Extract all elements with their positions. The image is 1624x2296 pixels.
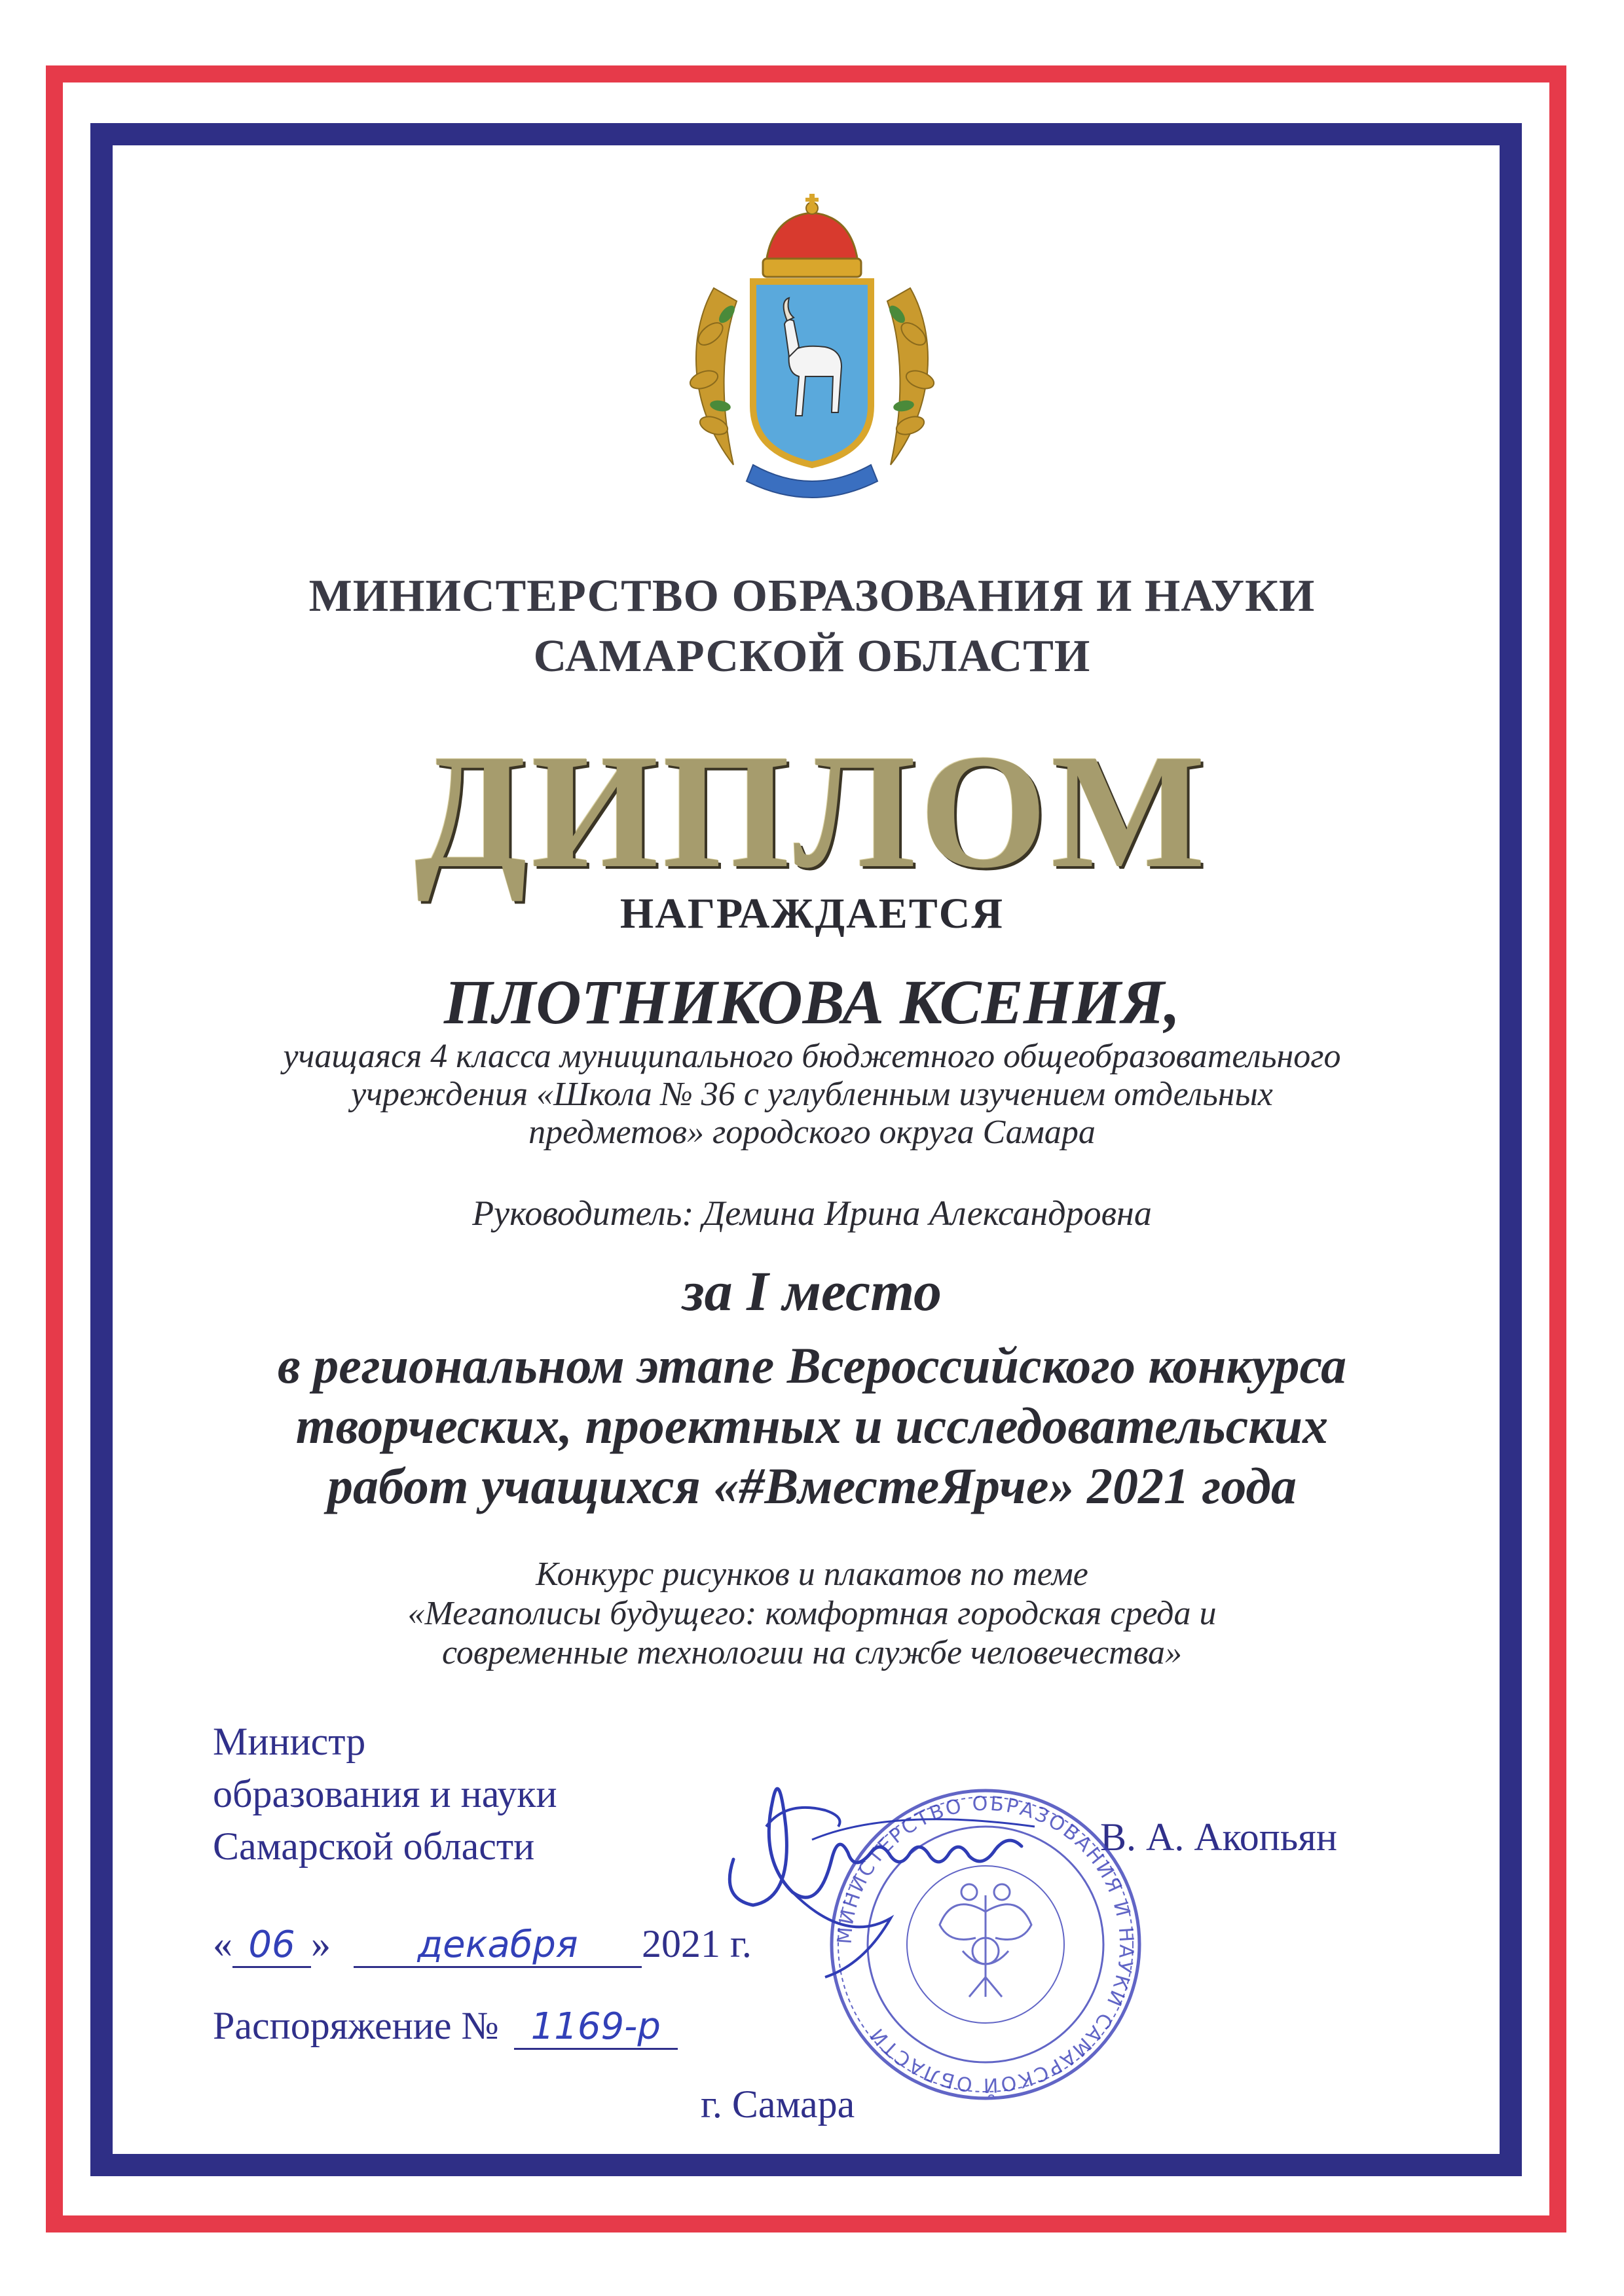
stamp-text: МИНИСТЕРСТВО ОБРАЗОВАНИЯ И НАУКИ САМАРСКОЙ ОБЛАСТИ [833,1792,1138,2097]
signatory-title-line-1: Министр [213,1720,366,1763]
signatory-name: В. А. Акопьян [1100,1815,1337,1859]
contest-line-1: в региональном этапе Всероссийского конкурса [277,1337,1347,1394]
diploma-title: ДИПЛОМ [415,721,1209,902]
nomination-line-1: Конкурс рисунков и плакатов по теме [536,1556,1088,1593]
samara-coat-of-arms [674,190,950,517]
ministry-line-1: МИНИСТЕРСТВО ОБРАЗОВАНИЯ И НАУКИ [308,571,1316,621]
date-open-quote: « [213,1922,232,1965]
ministry-header [0,566,1624,687]
description-line-2: учреждения «Школа № 36 с углубленным изучением отдельных [351,1076,1273,1113]
date-day: 06 [232,1923,311,1968]
nomination-description [0,1555,1624,1673]
signatory-title-line-2: образования и науки [213,1772,557,1815]
contest-line-3: работ учащихся «#ВместеЯрче» 2021 года [327,1457,1297,1514]
order-line [213,2003,678,2050]
issue-city: г. Самара [701,2083,855,2126]
contest-description [0,1336,1624,1516]
issue-date [213,1922,752,1968]
signatory-title [213,1715,557,1872]
place-awarded: за I место [682,1260,942,1322]
description-line-1: учащаяся 4 класса муниципального бюджетного общеобразовательного [283,1038,1341,1075]
nomination-line-2: «Мегаполисы будущего: комфортная городская среда и [407,1595,1217,1632]
order-number: 1169-р [514,2005,678,2050]
date-month: декабря [354,1923,642,1968]
nomination-line-3: современные технологии на службе человечества» [442,1634,1182,1671]
leader-line: Руководитель: Демина Ирина Александровна [472,1194,1152,1233]
awarded-label: НАГРАЖДАЕТСЯ [619,890,1005,938]
signatory-title-line-3: Самарской области [213,1825,535,1868]
order-label: Распоряжение № [213,2004,499,2047]
description-line-3: предметов» городского округа Самара [528,1114,1096,1151]
recipient-name: ПЛОТНИКОВА КСЕНИЯ, [443,967,1181,1037]
recipient-description [0,1038,1624,1152]
ministry-line-2: САМАРСКОЙ ОБЛАСТИ [533,631,1091,682]
contest-line-2: творческих, проектных и исследовательских [295,1397,1329,1454]
date-close-quote: » [311,1922,331,1965]
date-year: 2021 г. [642,1922,752,1965]
